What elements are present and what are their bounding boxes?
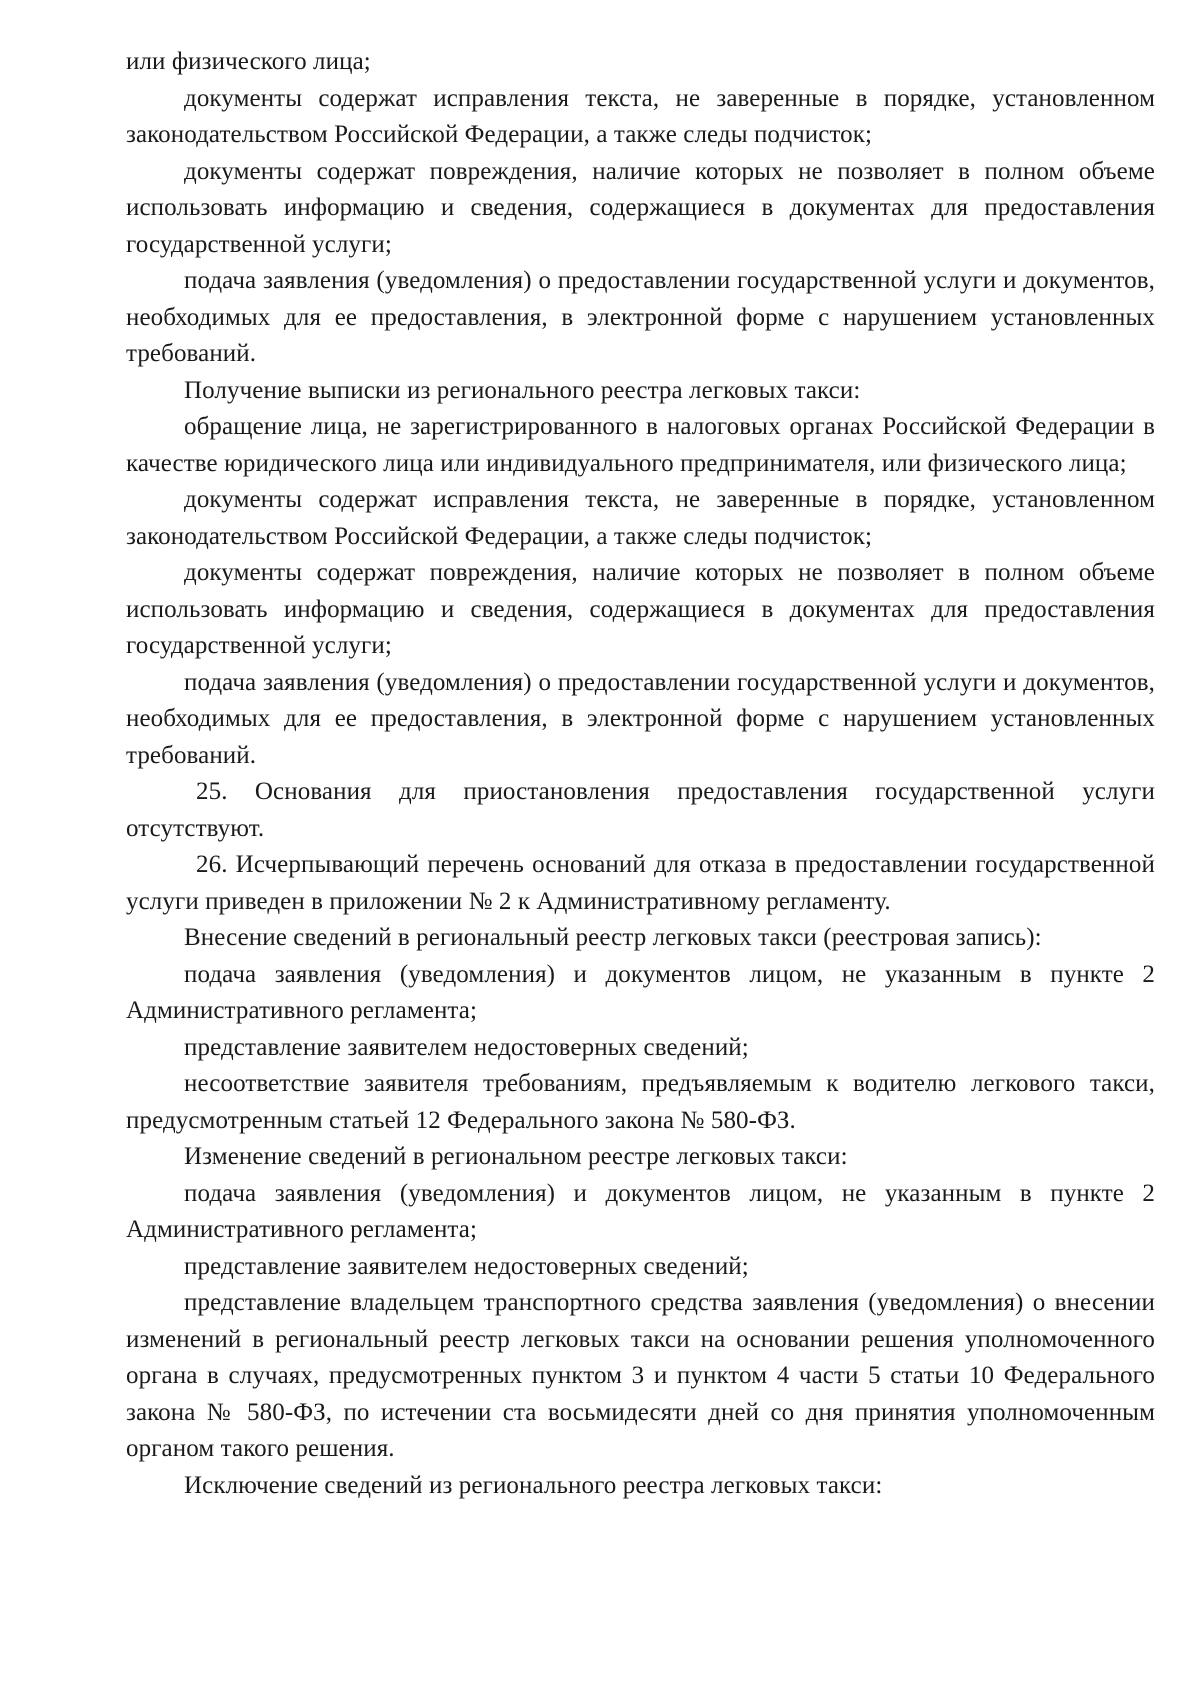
section-heading-line: Получение выписки из регионального реестра легковых такси:	[184, 376, 861, 404]
section-heading-line: Исключение сведений из регионального реестра легковых такси:	[184, 1471, 883, 1499]
paragraph: или физического лица;	[126, 48, 371, 75]
paragraph: документы содержат исправления текста, не заверенные в порядке, установленном законодательством Российской Федерации, а также следы подчисток;	[126, 486, 1155, 550]
paragraph: документы содержат повреждения, наличие которых не позволяет в полном объеме использовать информацию и сведения, содержащиеся в документах для предоставления государственной услуги;	[126, 157, 1155, 258]
paragraph: представление заявителем недостоверных сведений;	[184, 1252, 749, 1280]
paragraph: подача заявления (уведомления) и документов лицом, не указанным в пункте 2 Административного регламента;	[126, 960, 1155, 1024]
section-heading-line: Изменение сведений в региональном реестре легковых такси:	[184, 1143, 848, 1170]
paragraph: обращение лица, не зарегистрированного в налоговых органах Российской Федерации в качестве юридического лица или индивидуального предпринимателя, или физического лица;	[126, 413, 1155, 477]
numbered-paragraph-25: 25. Основания для приостановления предоставления государственной услуги отсутствуют.	[126, 778, 1155, 842]
document-body	[126, 44, 1155, 1504]
paragraph: подача заявления (уведомления) о предоставлении государственной услуги и документов, необходимых для ее предоставления, в электронной форме с нарушением установленных требований.	[126, 267, 1155, 367]
paragraph: документы содержат повреждения, наличие которых не позволяет в полном объеме использовать информацию и сведения, содержащиеся в документах для предоставления государственной услуги;	[126, 559, 1155, 659]
paragraph: подача заявления (уведомления) о предоставлении государственной услуги и документов, необходимых для ее предоставления, в электронной форме с нарушением установленных требований.	[126, 668, 1155, 769]
paragraph: подача заявления (уведомления) и документов лицом, не указанным в пункте 2 Административного регламента;	[126, 1179, 1155, 1243]
paragraph: представление заявителем недостоверных сведений;	[184, 1033, 749, 1061]
section-heading-line: Внесение сведений в региональный реестр легковых такси (реестровая запись):	[184, 924, 1042, 951]
paragraph: представление владельцем транспортного средства заявления (уведомления) о внесении изменений в региональный реестр легковых такси на основании решения уполномоченного органа в случаях, предусмотренных пунктом 3 и пунктом 4 части 5 статьи 10 Федерального закона № 580-ФЗ, по истечении ста восьмидесяти дней со дня принятия уполномоченным органом такого решения.	[126, 1289, 1155, 1462]
paragraph: несоответствие заявителя требованиям, предъявляемым к водителю легкового такси, предусмотренным статьей 12 Федерального закона № 580-ФЗ.	[126, 1070, 1155, 1134]
paragraph: документы содержат исправления текста, не заверенные в порядке, установленном законодательством Российской Федерации, а также следы подчисток;	[126, 84, 1155, 148]
numbered-paragraph-26: 26. Исчерпывающий перечень оснований для отказа в предоставлении государственной услуги приведен в приложении № 2 к Административному регламенту.	[126, 851, 1155, 915]
